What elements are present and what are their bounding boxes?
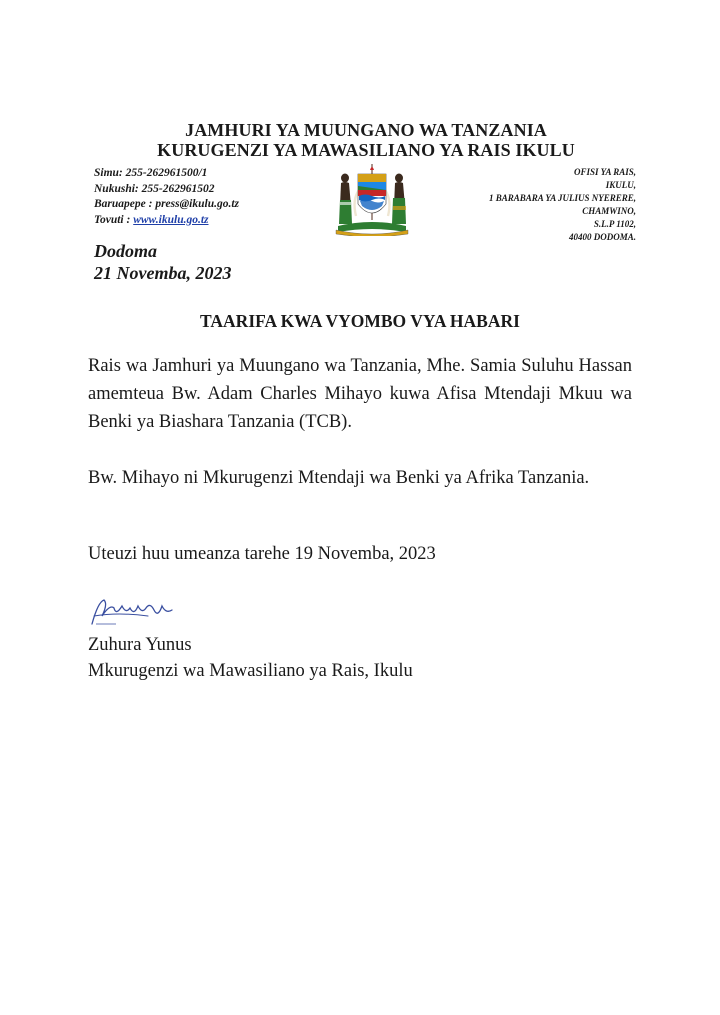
- signatory-title: Mkurugenzi wa Mawasiliano ya Rais, Ikulu: [88, 661, 413, 681]
- date: 21 Novemba, 2023: [94, 263, 232, 283]
- phone-number: Simu: 255-262961500/1: [94, 167, 208, 179]
- website-link[interactable]: www.ikulu.go.tz: [133, 213, 209, 226]
- fax-number: Nukushi: 255-262961502: [94, 182, 215, 195]
- letterhead-title-line-2: KURUGENZI YA MAWASILIANO YA RAIS IKULU: [157, 140, 575, 160]
- press-release-heading: TAARIFA KWA VYOMBO VYA HABARI: [200, 311, 520, 331]
- email-address: Baruapepe : press@ikulu.go.tz: [94, 198, 240, 210]
- signatory-block: [88, 632, 413, 684]
- coat-of-arms-emblem: [332, 160, 412, 236]
- handwritten-signature: [88, 594, 178, 630]
- letterhead-title-line-1: JAMHURI YA MUUNGANO WA TANZANIA: [185, 120, 547, 140]
- body-paragraph-2: Bw. Mihayo ni Mkurugenzi Mtendaji wa Benki ya Afrika Tanzania.: [88, 468, 590, 488]
- address-line-3: 1 BARABARA YA JULIUS NYERERE,: [489, 193, 636, 203]
- place: Dodoma: [94, 241, 157, 261]
- address-line-4: CHAMWINO,: [582, 206, 636, 216]
- place-and-date: [94, 240, 231, 284]
- body-paragraph-1: Rais wa Jamhuri ya Muungano wa Tanzania, Mhe. Samia Suluhu Hassan amemteua Bw. Adam Charles Mihayo kuwa Afisa Mtendaji Mkuu wa Benki ya Biashara Tanzania (TCB).: [88, 356, 632, 432]
- address-block: [489, 166, 636, 244]
- address-line-5: S.L.P 1102,: [593, 219, 636, 229]
- website-label: Tovuti :: [94, 213, 134, 226]
- signatory-name: Zuhura Yunus: [88, 635, 192, 655]
- address-line-1: OFISI YA RAIS,: [574, 167, 636, 177]
- address-line-2: IKULU,: [605, 180, 636, 190]
- contact-block: [94, 166, 239, 228]
- body-paragraph-3: Uteuzi huu umeanza tarehe 19 Novemba, 2023: [88, 544, 436, 564]
- address-line-6: 40400 DODOMA.: [568, 232, 636, 242]
- website-line: [94, 213, 239, 229]
